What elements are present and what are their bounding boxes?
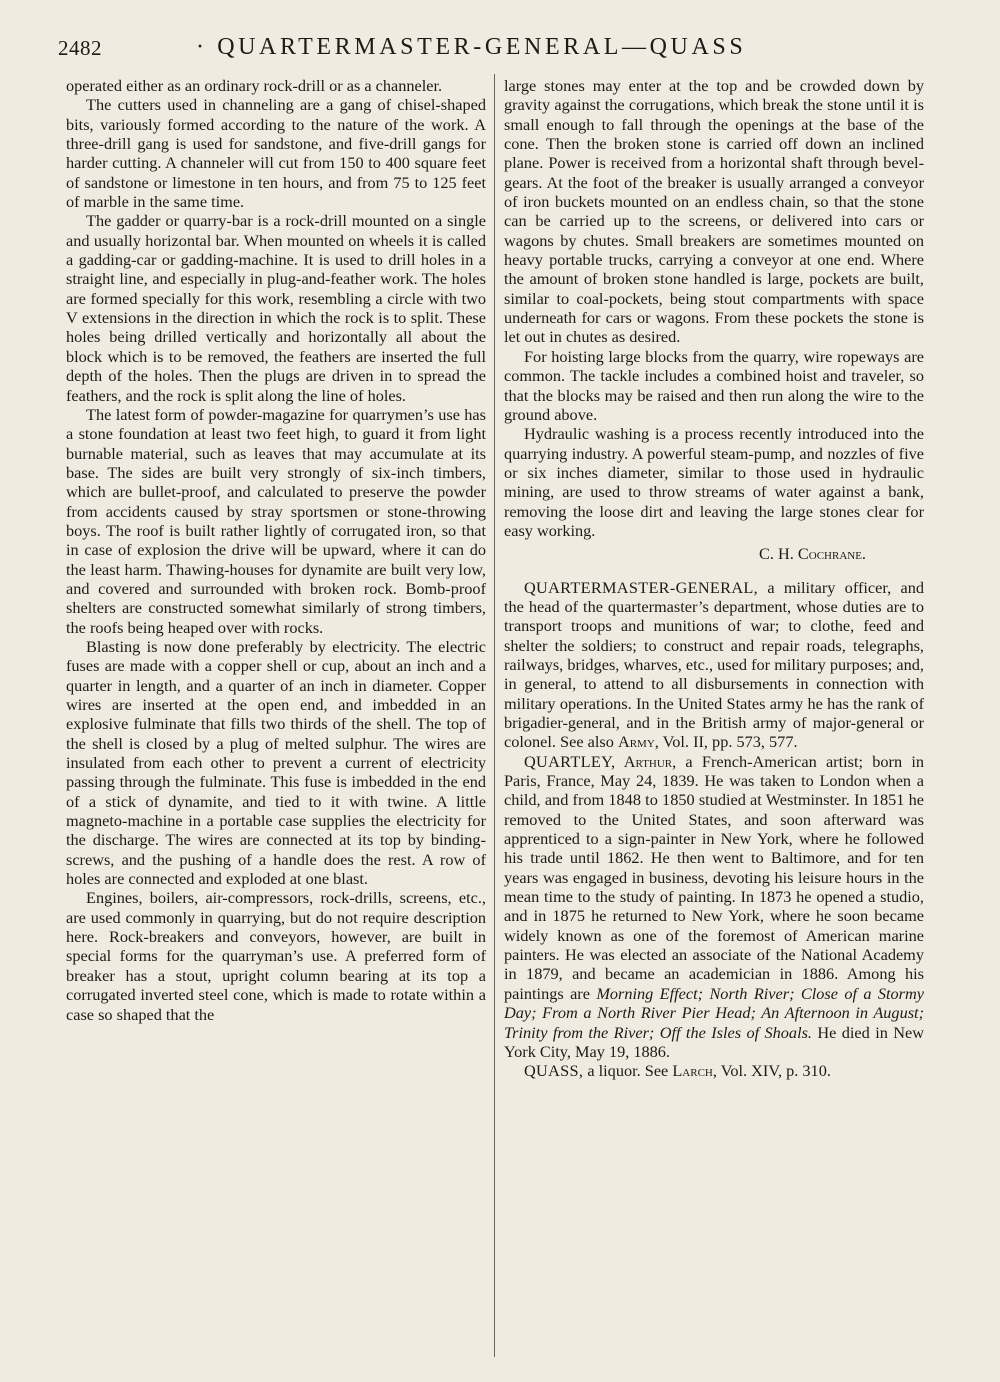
author-signature: C. H. Cochrane.	[759, 544, 866, 564]
cross-reference: Larch,	[672, 1061, 717, 1081]
entry-headword: QUARTLEY,	[524, 751, 616, 771]
entry-quartley	[504, 752, 924, 1062]
running-title: · QUARTERMASTER-GENERAL—QUASS	[196, 34, 747, 60]
entry-headword: QUASS,	[524, 1061, 584, 1081]
paragraph: Engines, boilers, air-compressors, rock-drills, screens, etc., are used commonly in quarrying, but do not require description here. Rock-breakers and conveyors, however, are built in special forms for the quarryman’s use. A preferred form of breaker has a stout, upright column bearing at its top a corrugated inverted steel cone, which is made to rotate within a case so shaped that the	[66, 888, 486, 1024]
left-column	[66, 76, 486, 1024]
painting-titles: Morning Effect; North River; Close of a Stormy Day; From a North River Pier Head; An Afternoon in August; Trinity from the River; Off the Isles of Shoals.	[504, 983, 925, 1042]
paragraph: For hoisting large blocks from the quarry, wire ropeways are common. The tackle includes a combined hoist and traveler, so that the blocks may be raised and then run along the wire to the ground above.	[504, 346, 924, 424]
entry-quartermaster-general	[504, 578, 924, 752]
entry-quass	[504, 1061, 924, 1080]
column-divider	[494, 74, 495, 1357]
entry-text: a French-American artist; born in Paris, France, May 24, 1839. He was taken to London when a child, and from 1848 to 1850 studied at Westminster. In 1851 he removed to the United States, and soon afterward was apprenticed to a sign-painter in New York, where he followed his trade until 1862. He then went to Baltimore, and for ten years was engaged in business, devoting his leisure hours in the mean time to the study of painting. In 1873 he opened a studio, and in 1875 he returned to New York, where he soon became widely known as one of the foremost of American marine painters. He was elected an associate of the National Academy in 1879, and became an academician in 1886. Among his paintings are	[504, 751, 924, 1003]
paragraph: Blasting is now done preferably by electricity. The electric fuses are made with a copper shell or cup, about an inch and a quarter in length, and a quarter of an inch in diameter. Copper wires are inserted at the open end, and imbedded in an explosive fulminate that fills two thirds of the shell. The top of the shell is closed by a plug of melted sulphur. The wires are insulated from each other to prevent a current of electricity passing through the fulminate. This fuse is imbedded in the end of a stick of dynamite, and tied to it with twine. A little magneto-machine in a portable case supplies the electricity for the discharge. The wires are connected at its top by binding-screws, and the pushing of a handle does the rest. A row of holes are connected and exploded at one blast.	[66, 636, 486, 889]
entry-text: a military officer, and the head of the quartermaster’s department, whose duties are to transport troops and munitions of war; to clothe, feed and shelter the soldiers; to construct and repair roads, telegraphs, railways, bridges, wharves, etc., used for military purposes; and, in general, to attend to all disbursements in connection with military operations. In the United States army he has the rank of brigadier-general, and in the British army of major-general or colonel. See also	[504, 577, 924, 752]
page-number: 2482	[58, 36, 102, 60]
paragraph: The latest form of powder-magazine for quarrymen’s use has a stone foundation at least two feet high, to guard it from light burnable material, such as leaves that may accumulate at its base. The sides are built very strongly of six-inch timbers, which are bullet-proof, and calculated to preserve the powder from accidents caused by stray sportsmen or stone-throwing boys. The roof is built rather lightly of corrugated iron, so that in case of explosion the drive will be upward, where it can do the least harm. Thawing-houses for dynamite are built very low, and covered and surrounded with broken rock. Bomb-proof shelters are constructed somewhat similarly of strong timbers, the roofs being heaped over with rocks.	[66, 404, 486, 637]
entry-text: Vol. II, pp. 573, 577.	[658, 732, 798, 752]
right-column	[504, 76, 924, 1081]
entry-text: a liquor. See	[583, 1061, 673, 1081]
entry-text: Vol. XIV, p. 310.	[716, 1061, 831, 1081]
paragraph: The gadder or quarry-bar is a rock-drill mounted on a single and usually horizontal bar. When mounted on wheels it is called a gadding-car or gadding-machine. It is used to drill holes in a straight line, and especially in plug-and-feather work. The holes are formed specially for this work, resembling a circle with two V extensions in the direction in which the rock is to split. These holes being drilled vertically and horizontally all about the block which is to be removed, the feathers are inserted the full depth of the holes. Then the plugs are driven in to spread the feathers, and the rock is split along the line of holes.	[66, 211, 486, 405]
entry-text: He died in New York City, May 19, 1886.	[504, 1022, 924, 1061]
entry-headword: QUARTERMASTER-GENERAL,	[524, 577, 759, 597]
paragraph: operated either as an ordinary rock-drill or as a channeler.	[66, 76, 443, 95]
paragraph: Hydraulic washing is a process recently introduced into the quarrying industry. A powerful steam-pump, and nozzles of five or six inches diameter, similar to those used in hydraulic mining, are used to throw streams of water against a bank, removing the loose dirt and leaving the large stones clear for easy working.	[504, 424, 924, 540]
paragraph: large stones may enter at the top and be crowded down by gravity against the corrugations, which break the stone until it is small enough to fall through the openings at the base of the cone. Then the broken stone is carried off down an inclined plane. Power is received from a horizontal shaft through bevel-gears. At the foot of the breaker is usually arranged a conveyor of iron buckets mounted on an endless chain, so that the stone can be carried up to the screens, or delivered into cars or wagons by chutes. Small breakers are sometimes mounted on heavy portable trucks, carrying a conveyor at one end. Where the amount of broken stone handled is large, pockets are built, similar to coal-pockets, being stout compartments with space underneath for cars or wagons. From these pockets the stone is let out in chutes as desired.	[504, 76, 924, 347]
entry-forename: Arthur,	[615, 751, 677, 771]
cross-reference: Army,	[617, 732, 659, 752]
page-header	[58, 34, 938, 64]
paragraph: The cutters used in channeling are a gang of chisel-shaped bits, variously formed according to the nature of the work. A three-drill gang is used for sandstone, and five-drill gangs for harder cutting. A channeler will cut from 150 to 400 square feet of sandstone or limestone in ten hours, and from 75 to 125 feet of marble in the same time.	[66, 95, 486, 212]
